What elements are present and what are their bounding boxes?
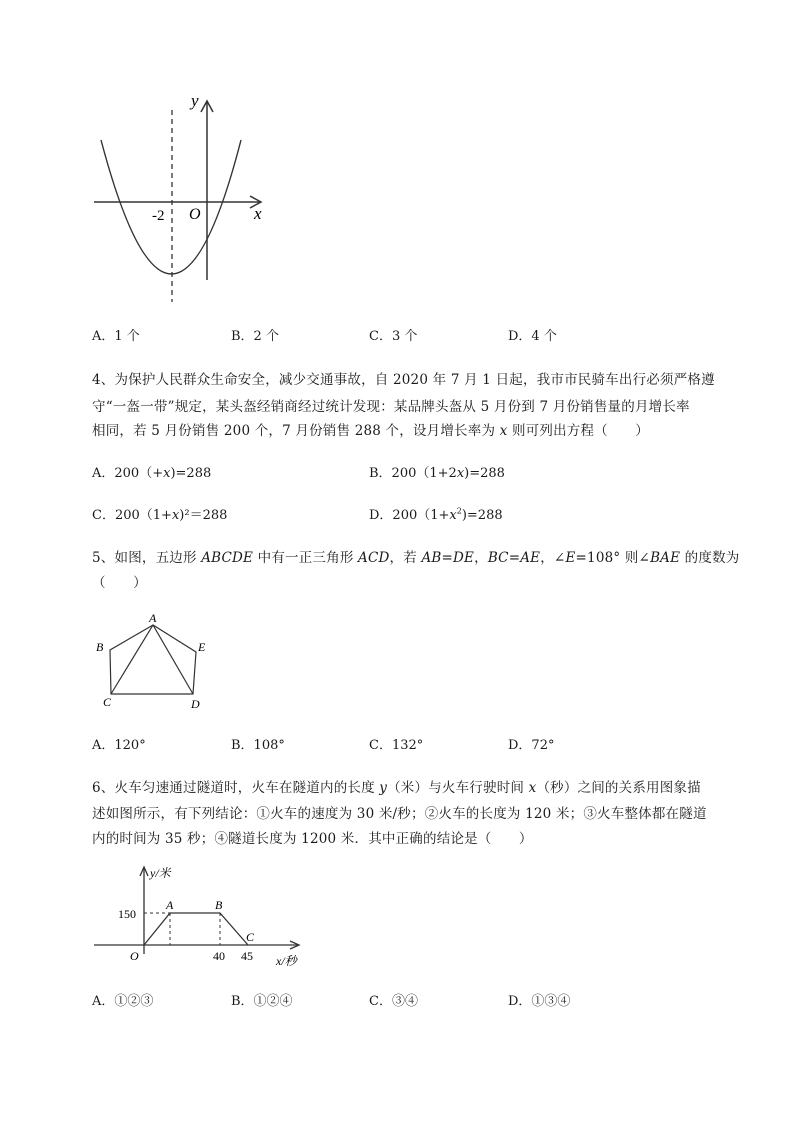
tick-label-neg2: -2 (152, 208, 165, 224)
y-axis-label: y (191, 91, 199, 110)
origin-label: O (189, 206, 201, 223)
triangle-side-ac (111, 625, 153, 694)
q6-option-d[interactable]: D．①③④ (508, 994, 571, 1009)
point-label-c: C (246, 930, 255, 944)
x-tick-40: 40 (213, 949, 225, 963)
q6-train-graph (88, 862, 318, 970)
vertex-label-e: E (198, 640, 206, 654)
q4-option-a[interactable]: A．200（+x)=288 (92, 466, 212, 481)
q5-option-d[interactable]: D．72° (508, 738, 555, 753)
q6-option-a[interactable]: A．①②③ (92, 994, 154, 1009)
q4-text-line2: 守“一盔一带”规定，某头盔经销商经过统计发现：某品牌头盔从 5 月份到 7 月份销售量的月增长率 (92, 399, 690, 415)
q6-text-line1: 6、火车匀速通过隧道时，火车在隧道内的长度 y（米）与火车行驶时间 x（秒）之间的关系用图象描 (92, 780, 701, 796)
vertex-label-d: D (191, 697, 200, 711)
vertex-label-b: B (96, 640, 104, 654)
triangle-side-ad (153, 625, 193, 694)
y-axis-label: y/米 (150, 866, 171, 880)
q3-option-a[interactable]: A．1 个 (92, 329, 140, 344)
q5-option-b[interactable]: B．108° (231, 738, 285, 753)
q4-option-c[interactable]: C．200（1+x)²＝288 (92, 508, 228, 523)
q6-option-b[interactable]: B．①②④ (231, 994, 293, 1009)
x-axis-label: x (254, 204, 262, 223)
q4-var-x: x (499, 423, 508, 439)
vertex-label-c: C (103, 695, 112, 709)
q4-text-line1: 4、为保护人民群众生命安全，减少交通事故，自 2020 年 7 月 1 日起，我市市民骑车出行必须严格遵 (92, 372, 715, 388)
q3-option-b[interactable]: B．2 个 (231, 329, 279, 344)
q5-text-line1: 5、如图，五边形 ABCDE 中有一正三角形 ACD，若 AB=DE，BC=AE，∠E=108° 则∠BAE 的度数为 (92, 550, 740, 566)
x-tick-45: 45 (241, 949, 253, 963)
q6-text-line3: 内的时间为 35 秒；④隧道长度为 1200 米．其中正确的结论是（ ） (92, 831, 533, 847)
q6-text-line2: 述如图所示，有下列结论：①火车的速度为 30 米/秒；②火车的长度为 120 米；③火车整体都在隧道 (92, 806, 707, 822)
q6-option-c[interactable]: C．③④ (369, 994, 418, 1009)
origin-label: O (130, 949, 139, 963)
q4-option-d[interactable]: D．$200(1+x^2)=288$ (369, 506, 503, 523)
distance-time-line (144, 913, 248, 945)
q3-option-d[interactable]: D．4 个 (508, 329, 557, 344)
parabola-curve (101, 140, 241, 274)
q5-text-line2: （ ） (92, 575, 147, 591)
pentagon-outline (110, 625, 196, 694)
q5-option-c[interactable]: C．132° (369, 738, 424, 753)
q5-option-a[interactable]: A．120° (92, 738, 146, 753)
point-label-b: B (215, 898, 223, 912)
point-label-a: A (166, 898, 174, 912)
q4-text-line3: 相同，若 5 月份销售 200 个，7 月份销售 288 个，设月增长率为 x 则可列出方程（ ） (92, 423, 649, 439)
vertex-label-a: A (149, 611, 157, 625)
x-axis-label: x/秒 (276, 954, 297, 968)
q3-option-c[interactable]: C．3 个 (369, 329, 418, 344)
q3-parabola-graph (88, 88, 278, 306)
y-tick-150: 150 (118, 907, 136, 921)
q4-option-b[interactable]: B．200（1+2x)=288 (369, 466, 505, 481)
q5-pentagon-figure (88, 608, 218, 714)
